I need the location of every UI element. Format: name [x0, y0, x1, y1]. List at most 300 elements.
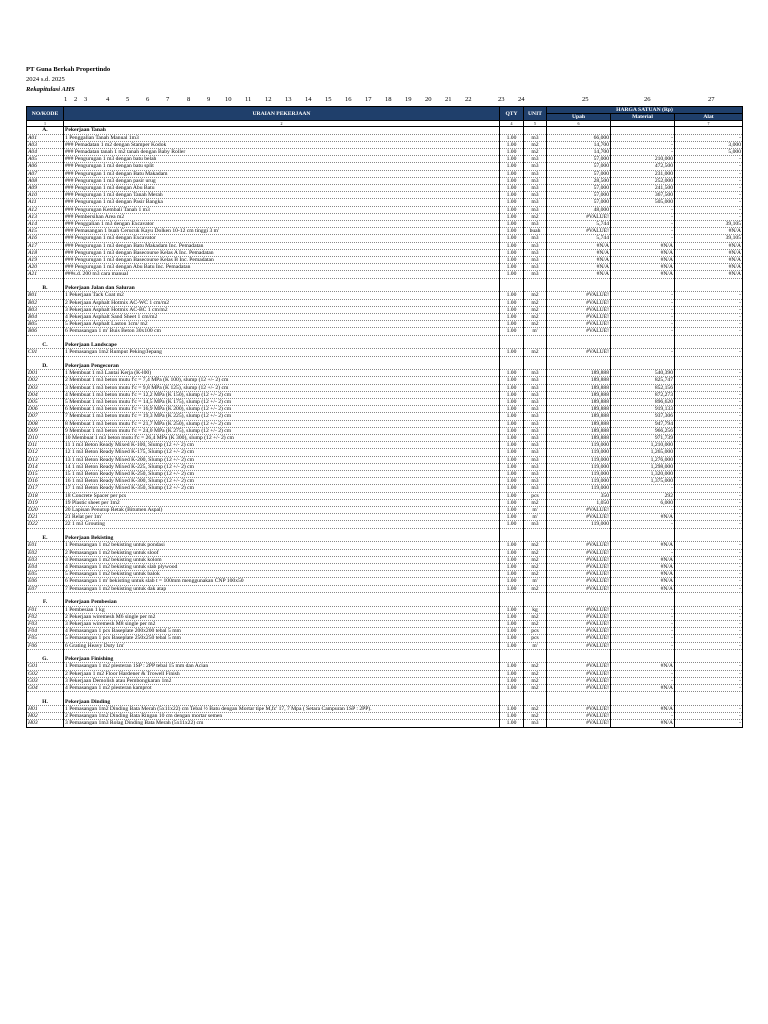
item-qty: 1.00	[500, 242, 524, 249]
empty-cell	[611, 528, 675, 535]
item-upah: #VALUE!	[547, 321, 611, 328]
item-alat: 39,105	[675, 221, 743, 228]
item-qty: 1.00	[500, 542, 524, 549]
item-code: G02	[27, 670, 64, 677]
table-row	[27, 478, 743, 485]
item-description: 8 Membuat 1 m3 beton mutu f'c = 21,7 MPa (K 250), slump (12 +/- 2) cm	[64, 420, 500, 427]
item-code: A04	[27, 149, 64, 156]
empty-cell	[524, 285, 547, 292]
column-number: 10	[225, 96, 232, 103]
section-letter: G.	[27, 656, 64, 663]
item-description: ### Pengurugan 1 m3 dengan Abu Batu	[64, 185, 500, 192]
empty-cell	[524, 656, 547, 663]
item-qty: 1.00	[500, 492, 524, 499]
item-material: #N/A	[611, 705, 675, 712]
item-material: 937,306	[611, 413, 675, 420]
item-unit: m'	[524, 642, 547, 649]
column-number: 26	[644, 96, 651, 103]
item-code: E04	[27, 563, 64, 570]
item-description: 2 Pemasangan 1 m2 bekisting untuk sloof	[64, 549, 500, 556]
empty-cell	[500, 528, 524, 535]
item-upah: 119,000	[547, 471, 611, 478]
table-row	[27, 141, 743, 148]
empty-cell	[675, 528, 743, 535]
item-upah: 189,888	[547, 377, 611, 384]
column-number: 12	[265, 96, 272, 103]
item-alat: -	[675, 384, 743, 391]
table-row	[27, 156, 743, 163]
item-upah: #VALUE!	[547, 677, 611, 684]
section-letter: B.	[27, 285, 64, 292]
item-alat: -	[675, 192, 743, 199]
item-qty: 1.00	[500, 521, 524, 528]
table-row	[27, 642, 743, 649]
item-qty: 1.00	[500, 463, 524, 470]
empty-cell	[611, 285, 675, 292]
item-qty: 1.00	[500, 370, 524, 377]
empty-cell	[547, 127, 611, 134]
item-material: 231,000	[611, 170, 675, 177]
empty-cell	[500, 656, 524, 663]
item-description: ### Penggalian 1 m3 dengan Excavator	[64, 221, 500, 228]
table-row	[27, 328, 743, 335]
item-description: ### Pengurugan 1 m3 dengan Basecourse Kelas B Inc. Pemadatan	[64, 257, 500, 264]
section-header-row	[27, 285, 743, 292]
item-material: -	[611, 292, 675, 299]
empty-cell	[675, 599, 743, 606]
section-header-row	[27, 127, 743, 134]
item-unit: m2	[524, 313, 547, 320]
item-qty: 1.00	[500, 442, 524, 449]
item-qty: 1.00	[500, 299, 524, 306]
item-alat: -	[675, 456, 743, 463]
item-unit: pcs	[524, 628, 547, 635]
empty-cell	[500, 285, 524, 292]
item-alat: -	[675, 213, 743, 220]
item-code: A20	[27, 264, 64, 271]
item-upah: #VALUE!	[547, 606, 611, 613]
item-alat: -	[675, 427, 743, 434]
empty-cell	[675, 699, 743, 706]
item-upah: #VALUE!	[547, 613, 611, 620]
item-upah: 189,888	[547, 413, 611, 420]
item-alat: -	[675, 492, 743, 499]
item-qty: 1.00	[500, 427, 524, 434]
item-code: E06	[27, 578, 64, 585]
item-alat: -	[675, 420, 743, 427]
item-upah: #VALUE!	[547, 585, 611, 592]
item-upah: 119,000	[547, 485, 611, 492]
item-unit: m3	[524, 406, 547, 413]
item-upah: 189,888	[547, 391, 611, 398]
item-material: 896,620	[611, 399, 675, 406]
item-alat: -	[675, 542, 743, 549]
empty-cell	[27, 649, 64, 656]
column-number: 17	[365, 96, 372, 103]
item-code: F04	[27, 628, 64, 635]
item-unit: m3	[524, 399, 547, 406]
item-upah: #VALUE!	[547, 635, 611, 642]
item-code: A09	[27, 185, 64, 192]
item-description: 7 Membuat 1 m3 beton mutu f'c = 19,3 MPa (K 225), slump (12 +/- 2) cm	[64, 413, 500, 420]
item-code: A15	[27, 228, 64, 235]
item-upah: 57,000	[547, 156, 611, 163]
item-description: 2 Pekerjaan wiremesh M6 single per m2	[64, 613, 500, 620]
item-material: 1,265,000	[611, 449, 675, 456]
item-unit: m3	[524, 271, 547, 278]
item-alat: -	[675, 628, 743, 635]
table-row	[27, 192, 743, 199]
item-upah: 119,000	[547, 442, 611, 449]
item-qty: 1.00	[500, 642, 524, 649]
item-unit: m'	[524, 514, 547, 521]
empty-cell	[675, 656, 743, 663]
item-alat: -	[675, 185, 743, 192]
table-row	[27, 377, 743, 384]
item-upah: 119,000	[547, 521, 611, 528]
item-qty: 1.00	[500, 177, 524, 184]
empty-cell	[611, 599, 675, 606]
item-qty: 1.00	[500, 149, 524, 156]
item-material: 919,133	[611, 406, 675, 413]
item-description: 3 Membuat 1 m3 beton mutu f'c = 9,8 MPa (K 125), slump (12 +/- 2) cm	[64, 384, 500, 391]
spacer-row	[27, 692, 743, 699]
table-row	[27, 413, 743, 420]
column-number: 1	[64, 96, 68, 103]
table-row	[27, 313, 743, 320]
empty-cell	[64, 278, 500, 285]
item-description: 1 Pekerjaan Tack Coat m2	[64, 292, 500, 299]
item-material: 241,500	[611, 185, 675, 192]
empty-cell	[64, 649, 500, 656]
item-code: A03	[27, 141, 64, 148]
item-upah: #VALUE!	[547, 670, 611, 677]
item-upah: 1,050	[547, 499, 611, 506]
item-unit: m2	[524, 713, 547, 720]
table-row	[27, 442, 743, 449]
item-alat: -	[675, 328, 743, 335]
item-description: 1 Pembesian 1 kg	[64, 606, 500, 613]
item-qty: 1.00	[500, 228, 524, 235]
table-row	[27, 177, 743, 184]
item-description: 13 1 m3 Beton Ready Mixed K-200, Slump (12 +/- 2) cm	[64, 456, 500, 463]
item-alat: -	[675, 663, 743, 670]
item-qty: 1.00	[500, 478, 524, 485]
empty-cell	[547, 335, 611, 342]
column-number: 8	[187, 96, 191, 103]
item-qty: 1.00	[500, 571, 524, 578]
item-upah: 189,888	[547, 399, 611, 406]
item-description: 3 Pemasangan 1m3 Rolag Dinding Bata Merah (5x11x22) cm	[64, 720, 500, 727]
item-unit: m3	[524, 249, 547, 256]
item-material: -	[611, 613, 675, 620]
empty-cell	[500, 127, 524, 134]
item-code: B03	[27, 306, 64, 313]
item-qty: 1.00	[500, 563, 524, 570]
item-upah: #VALUE!	[547, 514, 611, 521]
empty-cell	[524, 278, 547, 285]
column-number: 22	[465, 96, 472, 103]
item-material: 292	[611, 492, 675, 499]
item-description: 9 Membuat 1 m3 beton mutu f'c = 24,0 MPa (K 275), slump (12 +/- 2) cm	[64, 427, 500, 434]
item-code: A08	[27, 177, 64, 184]
section-header-row	[27, 342, 743, 349]
item-qty: 1.00	[500, 471, 524, 478]
item-material: 252,000	[611, 177, 675, 184]
item-description: 3 Pemasangan 1 m2 bekisting untuk kolom	[64, 556, 500, 563]
item-unit: m2	[524, 705, 547, 712]
item-unit: m3	[524, 478, 547, 485]
item-material: #N/A	[611, 685, 675, 692]
item-unit: m2	[524, 213, 547, 220]
empty-cell	[500, 649, 524, 656]
item-qty: 1.00	[500, 713, 524, 720]
item-qty: 1.00	[500, 257, 524, 264]
item-material: -	[611, 635, 675, 642]
empty-cell	[611, 342, 675, 349]
item-upah: 189,888	[547, 370, 611, 377]
table-row	[27, 163, 743, 170]
item-alat: -	[675, 571, 743, 578]
item-upah: 57,000	[547, 163, 611, 170]
item-unit: m3	[524, 427, 547, 434]
item-qty: 1.00	[500, 420, 524, 427]
item-material: -	[611, 134, 675, 141]
item-description: 22 1 m3 Grouting	[64, 521, 500, 528]
item-material: -	[611, 313, 675, 320]
column-number: 27	[708, 96, 715, 103]
item-upah: 189,888	[547, 406, 611, 413]
item-upah: #VALUE!	[547, 642, 611, 649]
table-row	[27, 149, 743, 156]
table-row	[27, 391, 743, 398]
item-unit: m3	[524, 199, 547, 206]
item-alat: -	[675, 635, 743, 642]
item-upah: 57,000	[547, 192, 611, 199]
item-description: 11 1 m3 Beton Ready Mixed K-100, Slump (12 +/- 2) cm	[64, 442, 500, 449]
item-qty: 1.00	[500, 271, 524, 278]
section-title: Pekerjaan Finishing	[64, 656, 500, 663]
item-upah: #VALUE!	[547, 713, 611, 720]
item-code: A21	[27, 271, 64, 278]
table-row	[27, 507, 743, 514]
header-unit-price: HARGA SATUAN (Rp)	[547, 107, 743, 114]
item-unit: m2	[524, 542, 547, 549]
empty-cell	[611, 656, 675, 663]
empty-cell	[547, 592, 611, 599]
empty-cell	[547, 528, 611, 535]
empty-cell	[547, 356, 611, 363]
item-code: B02	[27, 299, 64, 306]
item-alat: -	[675, 413, 743, 420]
table-row	[27, 221, 743, 228]
item-description: ### Pengurugan 1 m3 dengan pasir urug	[64, 177, 500, 184]
item-code: D10	[27, 435, 64, 442]
item-qty: 1.00	[500, 192, 524, 199]
item-material: -	[611, 349, 675, 356]
item-qty: 1.00	[500, 399, 524, 406]
item-upah: #VALUE!	[547, 228, 611, 235]
item-alat: #N/A	[675, 228, 743, 235]
item-code: D12	[27, 449, 64, 456]
table-row	[27, 435, 743, 442]
item-upah: 57,000	[547, 170, 611, 177]
empty-cell	[27, 692, 64, 699]
item-code: A11	[27, 199, 64, 206]
item-description: 5 Pekerjaan Asphalt Laston 1cm/ m2	[64, 321, 500, 328]
empty-cell	[64, 335, 500, 342]
table-row	[27, 463, 743, 470]
table-row	[27, 349, 743, 356]
table-row	[27, 549, 743, 556]
item-unit: m3	[524, 485, 547, 492]
column-number: 23	[498, 96, 505, 103]
table-row	[27, 292, 743, 299]
item-alat: -	[675, 156, 743, 163]
item-qty: 1.00	[500, 435, 524, 442]
item-code: G01	[27, 663, 64, 670]
item-unit: m3	[524, 163, 547, 170]
table-row	[27, 235, 743, 242]
item-unit: pcs	[524, 492, 547, 499]
item-unit: m3	[524, 463, 547, 470]
table-row	[27, 563, 743, 570]
empty-cell	[500, 592, 524, 599]
item-description: 18 Concrete Spacer per pcs	[64, 492, 500, 499]
item-alat: -	[675, 514, 743, 521]
item-unit: m2	[524, 685, 547, 692]
item-qty: 1.00	[500, 306, 524, 313]
section-header-row	[27, 699, 743, 706]
item-material: 210,000	[611, 156, 675, 163]
item-alat: -	[675, 620, 743, 627]
item-code: A01	[27, 134, 64, 141]
item-alat: #N/A	[675, 249, 743, 256]
item-unit: m3	[524, 420, 547, 427]
table-row	[27, 228, 743, 235]
empty-cell	[500, 363, 524, 370]
item-code: A05	[27, 156, 64, 163]
empty-cell	[524, 699, 547, 706]
item-alat: -	[675, 306, 743, 313]
table-row	[27, 571, 743, 578]
empty-cell	[675, 285, 743, 292]
item-alat: -	[675, 435, 743, 442]
item-upah: 189,888	[547, 420, 611, 427]
item-description: 5 Pemasangan 1 m2 bekisting untuk balok	[64, 571, 500, 578]
item-material: 1,375,000	[611, 478, 675, 485]
empty-cell	[500, 342, 524, 349]
section-title: Pekerjaan Pembesian	[64, 599, 500, 606]
item-material: 505,000	[611, 199, 675, 206]
column-number: 2	[74, 96, 78, 103]
empty-cell	[675, 649, 743, 656]
item-description: ### Pengurugan 1 m3 dengan Abu Batu Inc. Pemadatan	[64, 264, 500, 271]
item-description: 14 1 m3 Beton Ready Mixed K-225, Slump (12 +/- 2) cm	[64, 463, 500, 470]
item-qty: 1.00	[500, 413, 524, 420]
item-alat: -	[675, 478, 743, 485]
item-code: D21	[27, 514, 64, 521]
item-alat: -	[675, 499, 743, 506]
item-qty: 1.00	[500, 328, 524, 335]
item-unit: m2	[524, 499, 547, 506]
table-row	[27, 713, 743, 720]
item-unit: m2	[524, 663, 547, 670]
item-code: D03	[27, 384, 64, 391]
empty-cell	[500, 699, 524, 706]
item-unit: m3	[524, 442, 547, 449]
empty-cell	[524, 649, 547, 656]
item-description: 1 Pemasangan 1m2 Dinding Bata Merah (5x11x22) cm Tebal ½ Batu dengan Mortar tipe M,fc' 17, 7 Mpa ( Setara Campuran 1SP : 2PP).	[64, 705, 500, 712]
item-description: ### Pengurugan 1 m3 dengan Basecourse Kelas A Inc. Pemadatan	[64, 249, 500, 256]
item-code: B04	[27, 313, 64, 320]
table-row	[27, 620, 743, 627]
item-material: 872,273	[611, 391, 675, 398]
empty-cell	[547, 535, 611, 542]
item-material: #N/A	[611, 563, 675, 570]
item-qty: 1.00	[500, 384, 524, 391]
item-qty: 1.00	[500, 141, 524, 148]
document-subtitle: Rekapitulasi AHS	[26, 86, 75, 93]
empty-cell	[611, 592, 675, 599]
empty-cell	[500, 692, 524, 699]
empty-cell	[547, 278, 611, 285]
item-upah: 119,000	[547, 478, 611, 485]
item-unit: m3	[524, 521, 547, 528]
company-name: PT Guna Berkah Propertindo	[26, 66, 111, 73]
item-alat: -	[675, 549, 743, 556]
empty-cell	[675, 278, 743, 285]
table-row	[27, 257, 743, 264]
item-description: 4 Pemasangan 1 pcs Baseplate 200x200 tebal 5 mm	[64, 628, 500, 635]
item-description: 21 Relat per 1m'	[64, 514, 500, 521]
item-code: A13	[27, 213, 64, 220]
item-upah: #VALUE!	[547, 563, 611, 570]
item-description: 5 Membuat 1 m3 beton mutu f'c = 14,5 MPa (K 175), slump (12 +/- 2) cm	[64, 399, 500, 406]
item-unit: m2	[524, 556, 547, 563]
empty-cell	[524, 335, 547, 342]
item-upah: 350	[547, 492, 611, 499]
column-number: 13	[285, 96, 292, 103]
table-row	[27, 199, 743, 206]
colnum-4: 4	[500, 121, 524, 127]
item-code: A16	[27, 235, 64, 242]
colnum-1: 1	[27, 121, 64, 127]
item-qty: 1.00	[500, 685, 524, 692]
empty-cell	[500, 356, 524, 363]
item-material: 540,390	[611, 370, 675, 377]
item-material: 1,276,000	[611, 456, 675, 463]
item-alat: -	[675, 720, 743, 727]
item-code: A17	[27, 242, 64, 249]
item-qty: 1.00	[500, 321, 524, 328]
item-qty: 1.00	[500, 514, 524, 521]
table-row	[27, 213, 743, 220]
table-row	[27, 628, 743, 635]
spacer-row	[27, 528, 743, 535]
item-code: D08	[27, 420, 64, 427]
item-description: 12 1 m3 Beton Ready Mixed K-175, Slump (12 +/- 2) cm	[64, 449, 500, 456]
column-number: 5	[126, 96, 130, 103]
item-unit: m3	[524, 391, 547, 398]
item-material: -	[611, 235, 675, 242]
item-alat: -	[675, 199, 743, 206]
item-description: 4 Pemasangan 1 m2 plesteran kamprot	[64, 685, 500, 692]
item-material: 966,256	[611, 427, 675, 434]
section-title: Pekerjaan Tanah	[64, 127, 500, 134]
item-material: -	[611, 328, 675, 335]
item-qty: 1.00	[500, 449, 524, 456]
